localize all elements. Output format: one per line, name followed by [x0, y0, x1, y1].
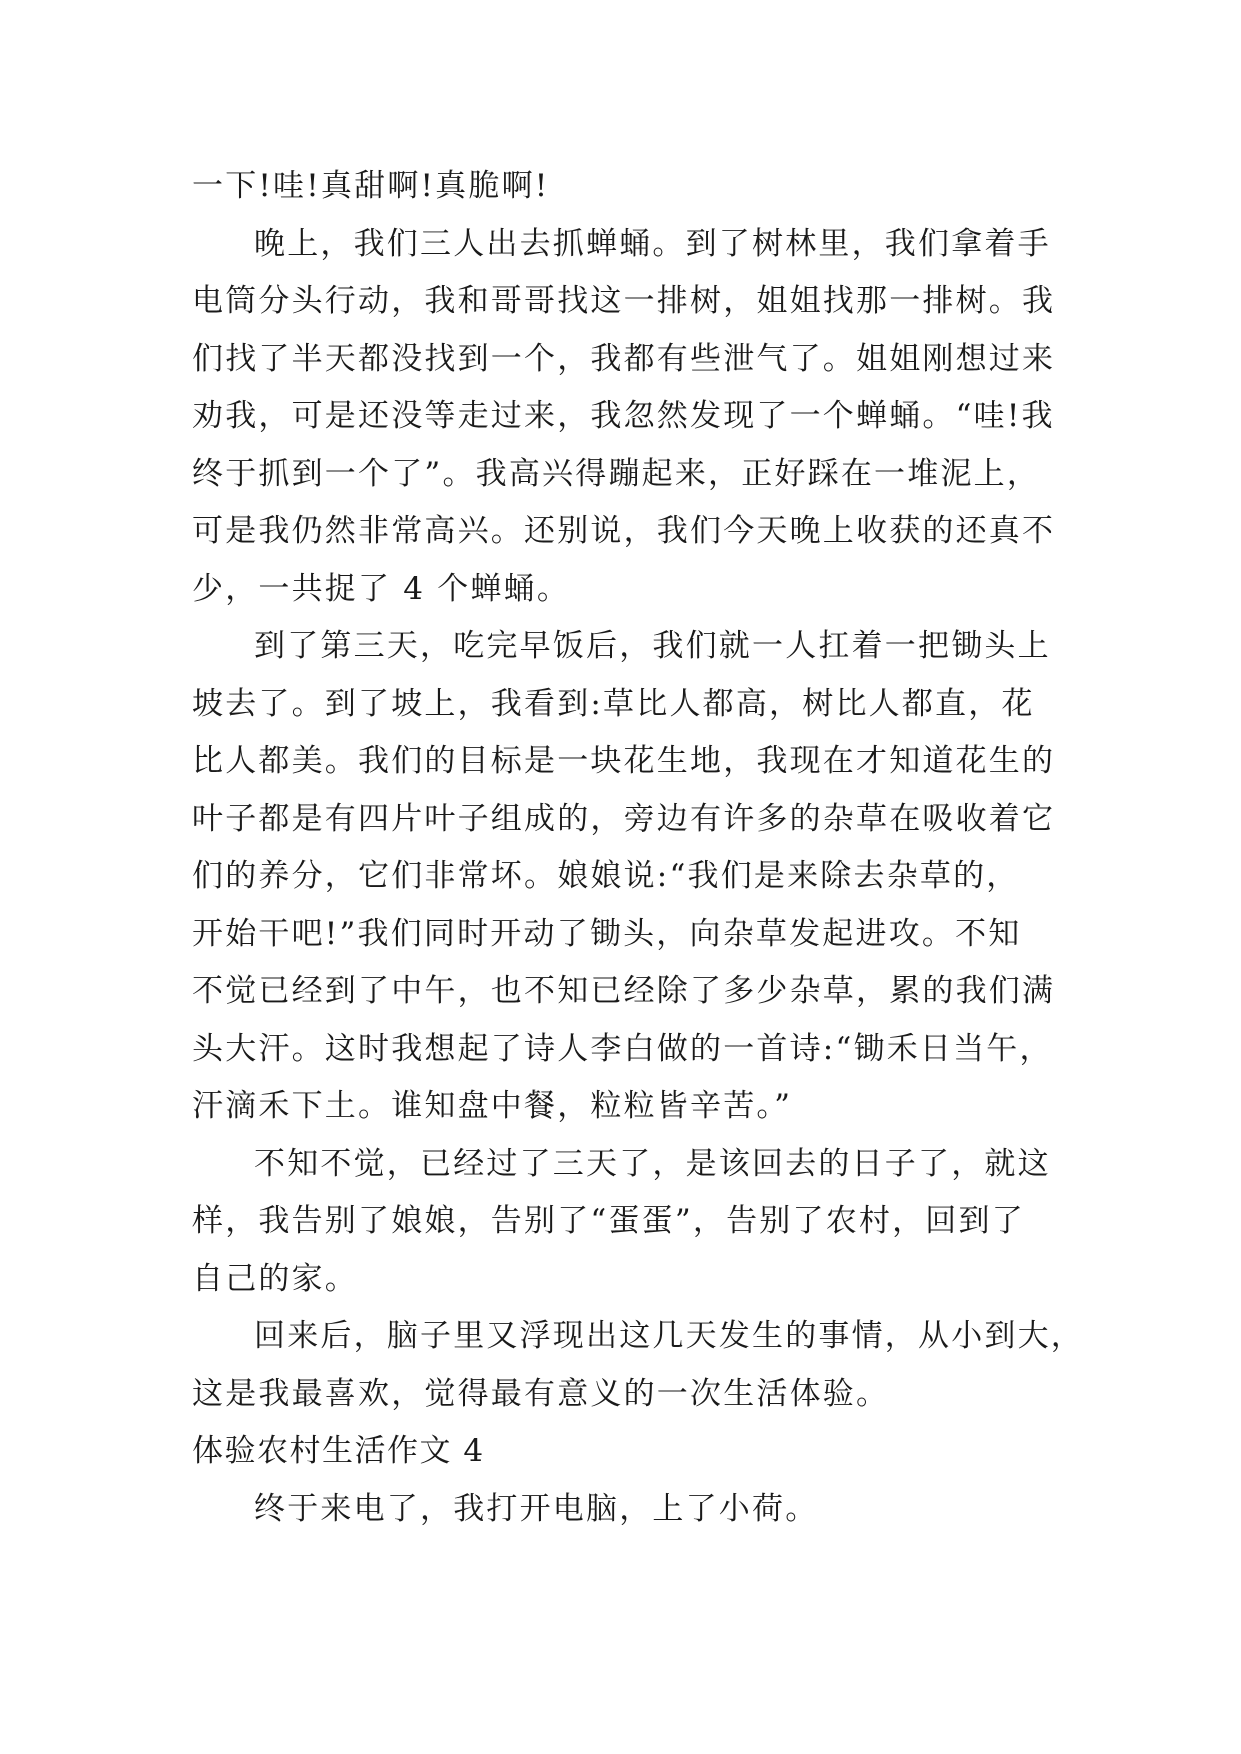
document-body	[192, 158, 1084, 1538]
text-line: 汗滴禾下土。谁知盘中餐，粒粒皆辛苦。”	[192, 1088, 793, 1124]
text-line: 叶子都是有四片叶子组成的，旁边有许多的杂草在吸收着它	[192, 800, 1056, 837]
paragraph-start-line: 回来后，脑子里又浮现出这几天发生的事情，从小到大，	[254, 1318, 1084, 1354]
text-line: 电筒分头行动，我和哥哥找这一排树，姐姐找那一排树。我	[192, 283, 1056, 319]
paragraph-start-line: 到了第三天，吃完早饭后，我们就一人扛着一把锄头上	[254, 628, 1051, 664]
text-line: 可是我仍然非常高兴。还别说，我们今天晚上收获的还真不	[192, 513, 1056, 549]
text-line: 终于抓到一个了”。我高兴得蹦起来，正好踩在一堆泥上，	[192, 455, 1041, 492]
text-line: 比人都美。我们的目标是一块花生地，我现在才知道花生的	[192, 743, 1056, 779]
text-line: 头大汗。这时我想起了诗人李白做的一首诗:“锄禾日当午，	[192, 1030, 1053, 1067]
paragraph-start-line: 终于来电了，我打开电脑，上了小荷。	[254, 1490, 819, 1527]
text-line: 劝我，可是还没等走过来，我忽然发现了一个蝉蛹。“哇!我	[192, 398, 1055, 434]
text-line: 坡去了。到了坡上，我看到:草比人都高，树比人都直，花	[192, 685, 1035, 722]
text-line: 们找了半天都没找到一个，我都有些泄气了。姐姐刚想过来	[192, 340, 1056, 377]
text-line: 少，一共捉了 4 个蝉蛹。	[192, 570, 571, 607]
text-line: 们的养分，它们非常坏。娘娘说:“我们是来除去杂草的，	[192, 858, 1020, 894]
section-heading: 体验农村生活作文 4	[192, 1433, 485, 1469]
text-line: 不觉已经到了中午，也不知已经除了多少杂草，累的我们满	[192, 973, 1056, 1009]
text-line: 样，我告别了娘娘，告别了“蛋蛋”，告别了农村，回到了	[192, 1203, 1025, 1239]
text-line: 开始干吧!”我们同时开动了锄头，向杂草发起进攻。不知	[192, 915, 1022, 952]
paragraph-start-line: 晚上，我们三人出去抓蝉蛹。到了树林里，我们拿着手	[254, 225, 1051, 262]
paragraph-start-line: 不知不觉，已经过了三天了，是该回去的日子了，就这	[254, 1145, 1051, 1182]
text-line: 自己的家。	[192, 1260, 358, 1297]
text-line: 这是我最喜欢，觉得最有意义的一次生活体验。	[192, 1375, 890, 1412]
text-line: 一下!哇!真甜啊!真脆啊!	[192, 168, 550, 204]
